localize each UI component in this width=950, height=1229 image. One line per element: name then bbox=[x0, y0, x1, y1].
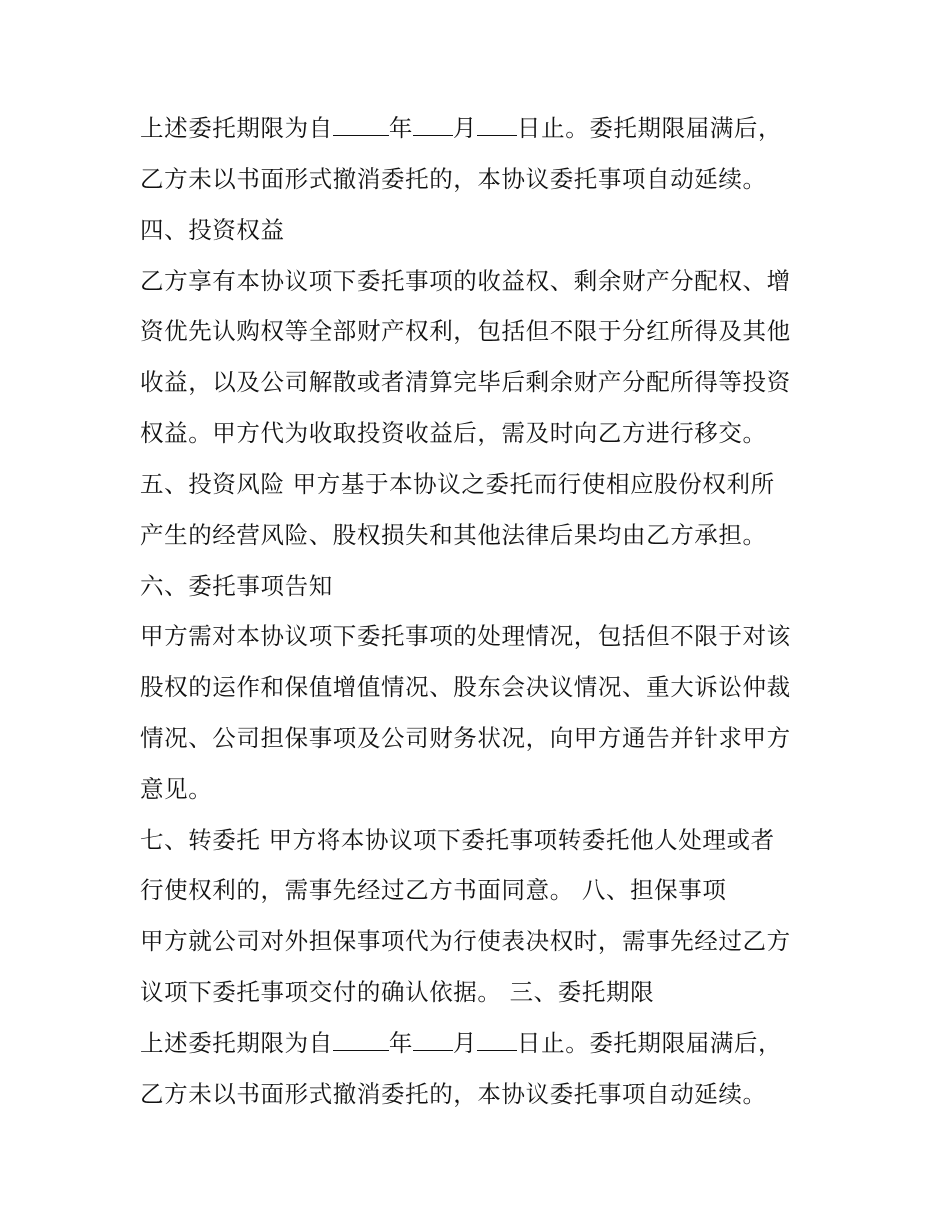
text-line: 股权的运作和保值增值情况、股东会决议情况、重大诉讼仲裁 bbox=[140, 673, 791, 701]
text-line-term-1 bbox=[140, 110, 782, 146]
blank-day bbox=[477, 1026, 517, 1051]
text-line: 七、转委托 甲方将本协议项下委托事项转委托他人处理或者 bbox=[140, 826, 775, 854]
text-line: 情况、公司担保事项及公司财务状况，向甲方通告并针求甲方 bbox=[140, 724, 791, 752]
text-line: 甲方就公司对外担保事项代为行使表决权时，需事先经过乙方 bbox=[140, 927, 791, 955]
text-fragment: 年 bbox=[388, 1029, 413, 1057]
text-fragment: 月 bbox=[452, 114, 478, 142]
text-line: 行使权利的，需事先经过乙方书面同意。 八、担保事项 bbox=[140, 876, 727, 904]
blank-month bbox=[413, 1026, 453, 1051]
text-fragment: 年 bbox=[388, 114, 413, 142]
text-line: 乙方享有本协议项下委托事项的收益权、剩余财产分配权、增 bbox=[140, 267, 791, 295]
text-fragment: 上述委托期限为自 bbox=[140, 114, 333, 142]
text-line: 资优先认购权等全部财产权利，包括但不限于分红所得及其他 bbox=[140, 317, 791, 345]
text-line-term-2 bbox=[140, 1025, 782, 1061]
text-line: 权益。甲方代为收取投资收益后，需及时向乙方进行移交。 bbox=[140, 419, 767, 447]
text-line: 甲方需对本协议项下委托事项的处理情况，包括但不限于对该 bbox=[140, 622, 791, 650]
blank-day bbox=[477, 111, 517, 136]
text-line: 乙方未以书面形式撤消委托的，本协议委托事项自动延续。 bbox=[140, 1080, 767, 1108]
text-line: 议项下委托事项交付的确认依据。 三、委托期限 bbox=[140, 978, 655, 1006]
text-fragment: 日止。委托期限届满后， bbox=[517, 1029, 783, 1057]
text-line: 乙方未以书面形式撤消委托的，本协议委托事项自动延续。 bbox=[140, 165, 767, 193]
text-line: 意见。 bbox=[140, 775, 213, 803]
text-fragment: 上述委托期限为自 bbox=[140, 1029, 333, 1057]
blank-month bbox=[413, 111, 453, 136]
text-line: 五、投资风险 甲方基于本协议之委托而行使相应股份权利所 bbox=[140, 470, 775, 498]
blank-year bbox=[333, 1026, 389, 1051]
section-heading: 四、投资权益 bbox=[140, 216, 285, 244]
text-fragment: 月 bbox=[452, 1029, 478, 1057]
text-fragment: 日止。委托期限届满后， bbox=[517, 114, 783, 142]
text-line: 收益，以及公司解散或者清算完毕后剩余财产分配所得等投资 bbox=[140, 368, 791, 396]
text-line: 产生的经营风险、股权损失和其他法律后果均由乙方承担。 bbox=[140, 521, 767, 549]
blank-year bbox=[333, 111, 389, 136]
section-heading: 六、委托事项告知 bbox=[140, 572, 333, 600]
